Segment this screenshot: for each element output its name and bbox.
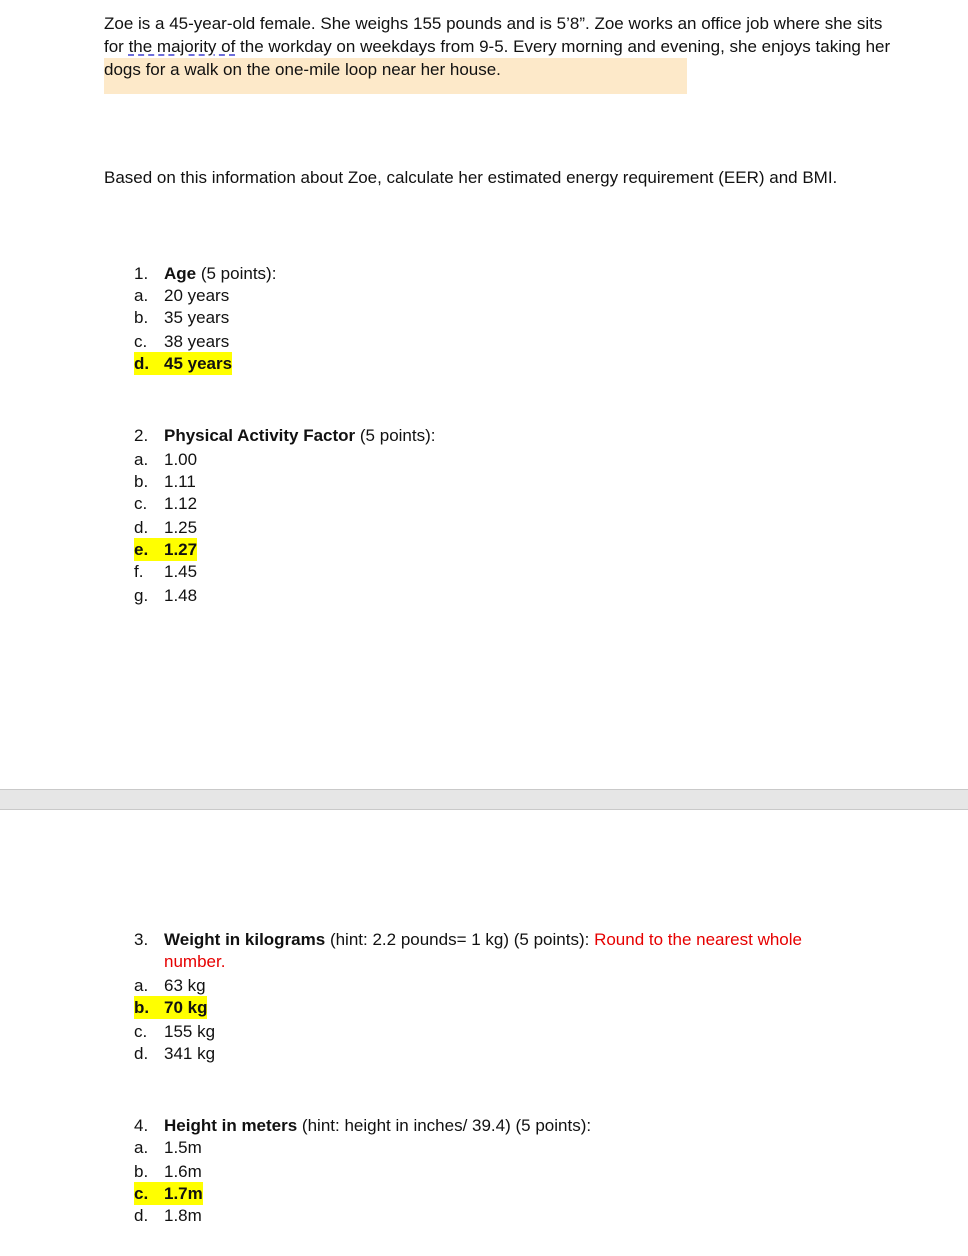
option-label: a. bbox=[134, 286, 149, 305]
rounding-note: Round to the nearest whole bbox=[594, 930, 802, 949]
question-title: Age bbox=[164, 264, 197, 283]
question-number: 4. bbox=[134, 1116, 149, 1135]
question-title: Weight in kilograms bbox=[164, 930, 326, 949]
scenario-text-end: the workday on weekdays from 9-5. Every morning and evening, she enjoys taking her dogs for a walk on the one-mile loop near her house. bbox=[104, 37, 891, 79]
option-text: 1.7m bbox=[164, 1184, 203, 1203]
option-text: 1.25 bbox=[164, 518, 198, 537]
question-points: (hint: 2.2 pounds= 1 kg) (5 points): bbox=[325, 930, 595, 949]
option-label: c. bbox=[134, 1182, 166, 1205]
option-label: c. bbox=[134, 494, 148, 513]
option-label: c. bbox=[134, 1022, 148, 1041]
question-number: 3. bbox=[134, 930, 149, 949]
option-text: 1.5m bbox=[164, 1138, 202, 1157]
option-label: b. bbox=[134, 996, 166, 1019]
option-text: 1.27 bbox=[164, 540, 198, 559]
scenario-text-start: Zoe is a 45-year-old female. She weighs 155 pounds and is 5’8”. Zoe works an office job where she sits for bbox=[104, 14, 883, 56]
option-label: c. bbox=[134, 332, 148, 351]
option-label: b. bbox=[134, 1162, 149, 1181]
option-text: 1.48 bbox=[164, 586, 198, 605]
instruction-paragraph: Based on this information about Zoe, calculate her estimated energy requirement (EER) and BMI. bbox=[104, 168, 838, 187]
option-label: b. bbox=[134, 308, 149, 327]
option-label: a. bbox=[134, 1138, 149, 1157]
option-label: d. bbox=[134, 352, 166, 375]
option-label: d. bbox=[134, 1044, 149, 1063]
option-label: d. bbox=[134, 518, 149, 537]
option-text: 1.6m bbox=[164, 1162, 202, 1181]
option-label: f. bbox=[134, 562, 144, 581]
option-text: 341 kg bbox=[164, 1044, 216, 1063]
question-title: Physical Activity Factor bbox=[164, 426, 356, 445]
option-label: g. bbox=[134, 586, 149, 605]
question-points: (5 points): bbox=[355, 426, 436, 445]
document-page-2 bbox=[0, 810, 968, 1256]
option-text: 155 kg bbox=[164, 1022, 216, 1041]
option-text: 38 years bbox=[164, 332, 230, 351]
question-points: (5 points): bbox=[196, 264, 277, 283]
grammar-underline[interactable]: the majority of bbox=[128, 37, 236, 56]
option-text: 1.45 bbox=[164, 562, 198, 581]
option-text: 1.8m bbox=[164, 1206, 202, 1225]
question-number: 1. bbox=[134, 264, 149, 283]
option-label: a. bbox=[134, 450, 149, 469]
question-number: 2. bbox=[134, 426, 149, 445]
option-text: 45 years bbox=[164, 354, 233, 373]
option-text: 35 years bbox=[164, 308, 230, 327]
option-text: 1.00 bbox=[164, 450, 198, 469]
option-text: 1.12 bbox=[164, 494, 198, 513]
page-break bbox=[0, 789, 968, 810]
option-label: b. bbox=[134, 472, 149, 491]
option-label: d. bbox=[134, 1206, 149, 1225]
rounding-note-cont: number. bbox=[164, 952, 226, 971]
option-label: e. bbox=[134, 538, 166, 561]
option-text: 63 kg bbox=[164, 976, 206, 995]
question-title: Height in meters bbox=[164, 1116, 298, 1135]
option-label: a. bbox=[134, 976, 149, 995]
scenario-paragraph bbox=[104, 12, 894, 81]
option-text: 1.11 bbox=[164, 472, 196, 491]
question-points: (hint: height in inches/ 39.4) (5 points): bbox=[297, 1116, 592, 1135]
option-text: 70 kg bbox=[164, 998, 208, 1017]
option-text: 20 years bbox=[164, 286, 230, 305]
